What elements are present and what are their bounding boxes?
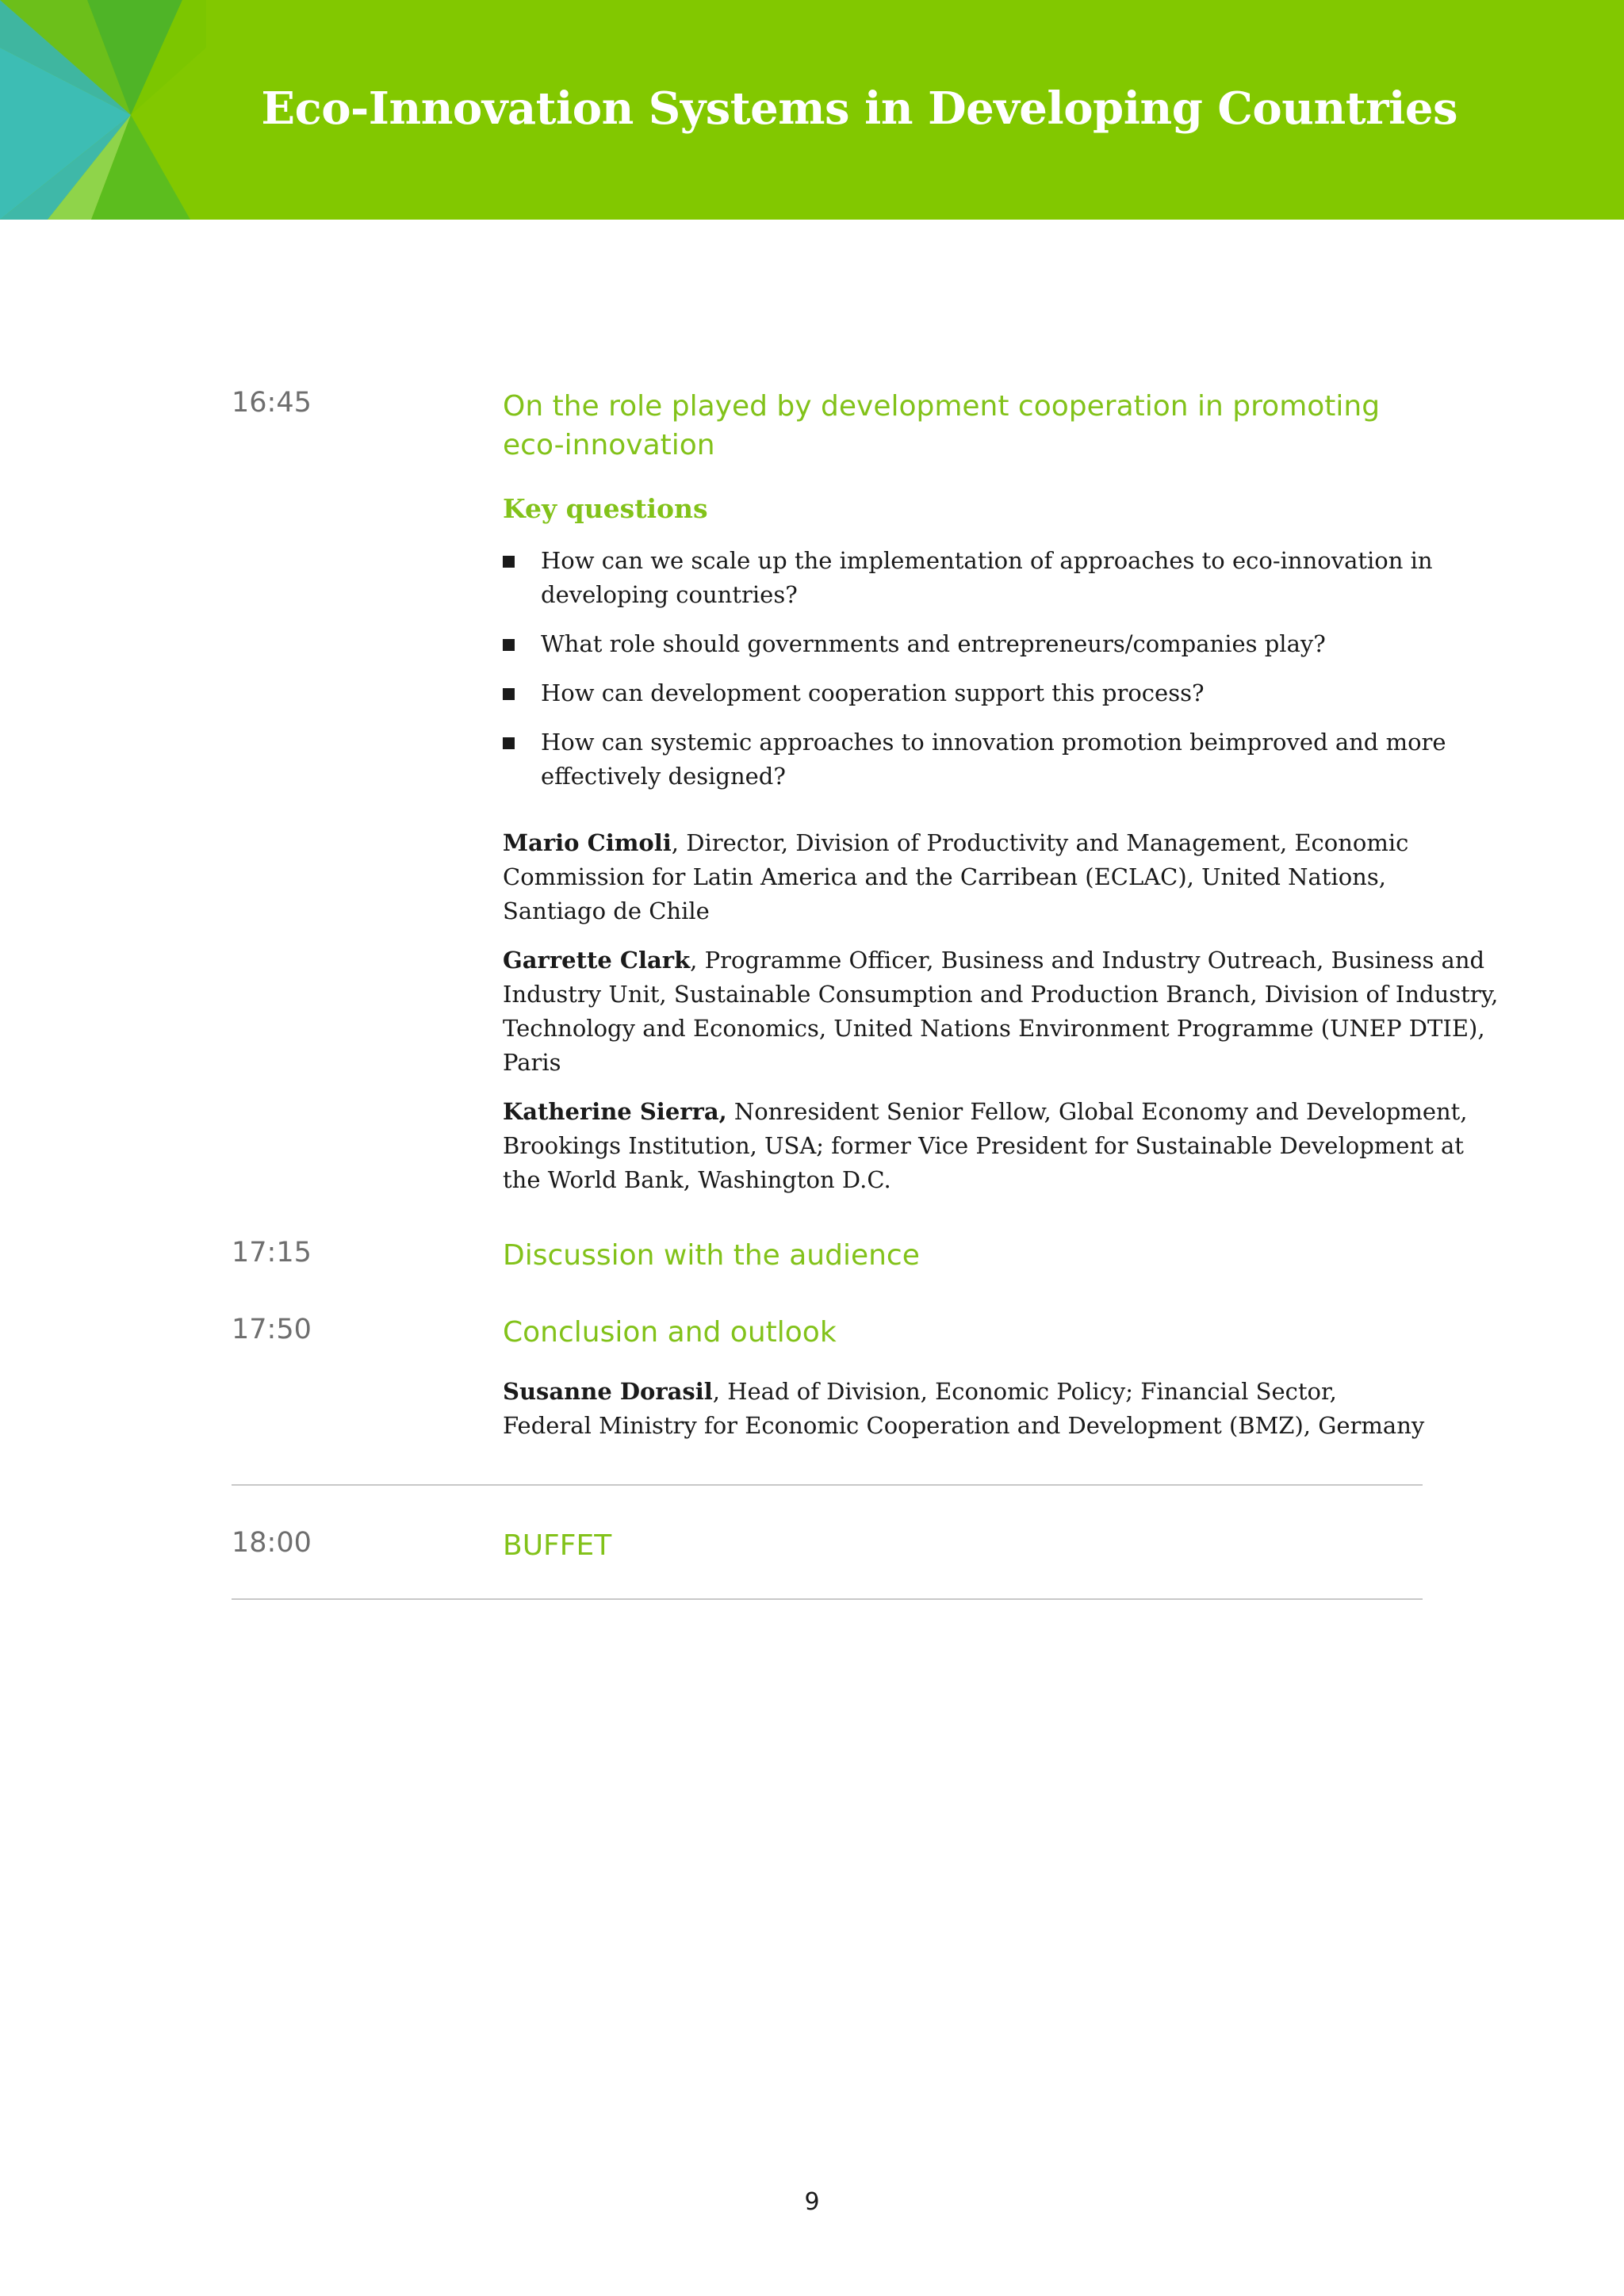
list-item-line: How can systemic approaches to innovation promotion beimproved and more: [541, 729, 1446, 756]
session-time: 17:50: [232, 1314, 312, 1345]
speaker-line: [503, 1375, 1424, 1409]
list-item: [503, 544, 1433, 612]
session-title-line: eco-innovation: [503, 429, 715, 461]
session-title: Discussion with the audience: [503, 1239, 920, 1272]
session-time: 16:45: [232, 387, 312, 419]
speaker-name: Garrette Clark: [503, 947, 691, 974]
page-number: 9: [804, 2188, 820, 2216]
key-questions-heading: Key questions: [503, 493, 708, 524]
speaker-line: [503, 826, 1408, 860]
speaker-line: [503, 943, 1498, 978]
square-bullet-icon: [503, 737, 515, 749]
speaker-entry: [503, 943, 1498, 1080]
divider: [232, 1598, 1423, 1600]
list-item-line: What role should governments and entrepreneurs/companies play?: [541, 630, 1326, 657]
header-banner: [0, 0, 1624, 220]
header-decorative-graphic: [0, 0, 206, 220]
square-bullet-icon: [503, 639, 515, 651]
speaker-line: Brookings Institution, USA; former Vice President for Sustainable Development at: [503, 1132, 1464, 1159]
speaker-name: Mario Cimoli: [503, 829, 672, 856]
session-time: 18:00: [232, 1527, 312, 1559]
speaker-line: [503, 1095, 1468, 1129]
speaker-role: , Director, Division of Productivity and Management, Economic: [671, 829, 1409, 856]
list-item-line: How can development cooperation support this process?: [541, 679, 1205, 706]
speaker-line: the World Bank, Washington D.C.: [503, 1166, 891, 1193]
speaker-line: Paris: [503, 1049, 561, 1076]
speaker-role: , Programme Officer, Business and Industry Outreach, Business and: [690, 947, 1485, 974]
document-title: Eco-Innovation Systems in Developing Countries: [261, 82, 1457, 135]
speaker-line: Technology and Economics, United Nations Environment Programme (UNEP DTIE),: [503, 1015, 1485, 1042]
session-title: BUFFET: [503, 1529, 612, 1562]
session-title-line: On the role played by development cooperation in promoting: [503, 390, 1381, 423]
speaker-line: Commission for Latin America and the Carribean (ECLAC), United Nations,: [503, 863, 1386, 890]
divider: [232, 1484, 1423, 1486]
speaker-name: Susanne Dorasil: [503, 1378, 713, 1405]
list-item: [503, 627, 1399, 661]
speaker-entry: [503, 826, 1408, 928]
list-item-line: effectively designed?: [541, 763, 786, 790]
speaker-role: Nonresident Senior Fellow, Global Economy and Development,: [726, 1098, 1468, 1125]
session-title: Conclusion and outlook: [503, 1316, 837, 1349]
speaker-line: Industry Unit, Sustainable Consumption and Production Branch, Division of Industry,: [503, 981, 1499, 1008]
list-item-line: developing countries?: [541, 581, 798, 608]
speaker-line: Federal Ministry for Economic Cooperation and Development (BMZ), Germany: [503, 1412, 1425, 1439]
speaker-entry: [503, 1375, 1424, 1443]
list-item-line: How can we scale up the implementation of approaches to eco-innovation in: [541, 547, 1433, 574]
square-bullet-icon: [503, 688, 515, 700]
square-bullet-icon: [503, 556, 515, 568]
list-item: [503, 725, 1446, 794]
session-title: [503, 387, 1380, 465]
key-questions-list: [503, 544, 1446, 809]
speaker-name: Katherine Sierra,: [503, 1098, 727, 1125]
speaker-entry: [503, 1095, 1468, 1197]
speaker-line: Santiago de Chile: [503, 897, 710, 924]
session-time: 17:15: [232, 1237, 312, 1269]
speaker-role: , Head of Division, Economic Policy; Financial Sector,: [712, 1378, 1337, 1405]
list-item: [503, 676, 1399, 710]
